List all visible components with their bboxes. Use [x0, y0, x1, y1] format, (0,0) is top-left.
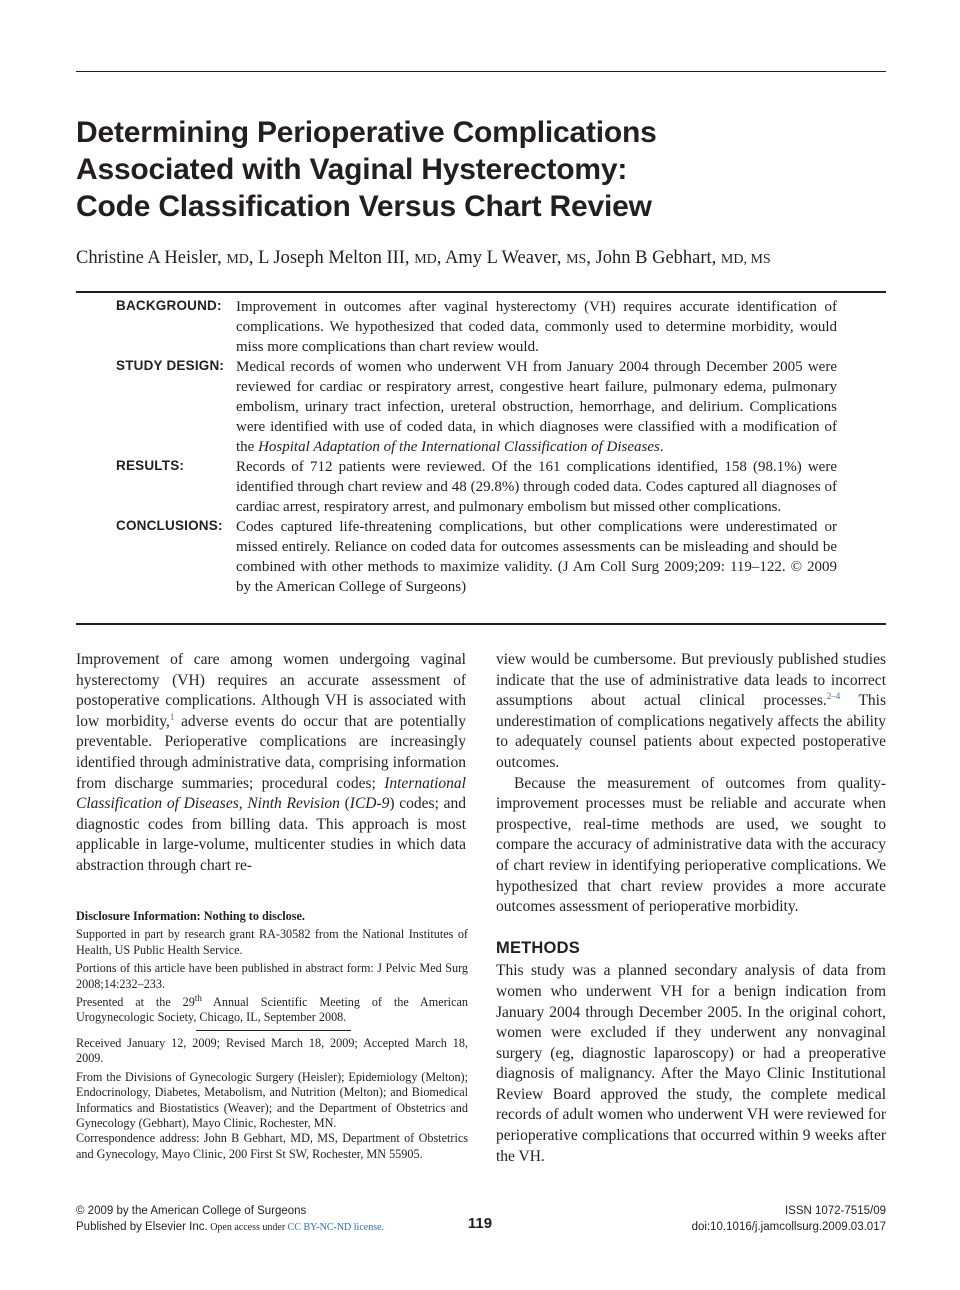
abstract-text	[236, 357, 837, 457]
title-line-1: Determining Perioperative Complications	[76, 116, 657, 149]
copyright-text: © 2009 by the American College of Surgeons	[76, 1205, 307, 1217]
abstract-text: Records of 712 patients were reviewed. Of the 161 complications identified, 158 (98.1%) were identified through chart review and 48 (29.8%) through coded data. Codes captured all diagnoses of cardiac arrest, respiratory arrest, and pulmonary embolism but missed other complications.	[236, 459, 837, 515]
abstract-label: CONCLUSIONS:	[116, 518, 223, 533]
publisher-line	[76, 1219, 384, 1236]
title-line-2: Associated with Vaginal Hysterectomy:	[76, 153, 628, 186]
abstract-label: BACKGROUND:	[116, 298, 222, 313]
author-list	[76, 245, 886, 273]
abstract-text: Improvement in outcomes after vaginal hysterectomy (VH) requires accurate identification of complications. We hypothesized that coded data, commonly used to determine morbidity, would miss more complications than chart review would.	[236, 299, 837, 355]
affiliation-note: From the Divisions of Gynecologic Surgery (Heisler); Epidemiology (Melton); Endocrinology, Diabetes, Metabolism, and Nutrition (Melton); and Biomedical Informatics and Biostatistics (Weaver); and the Department of Obstetrics and Gynecology (Gebhart), Mayo Clinic, Rochester, MN.	[76, 1069, 468, 1131]
author-degree: MD	[414, 252, 437, 267]
footer-right	[600, 1203, 886, 1235]
open-access-text: Open access under	[207, 1222, 288, 1233]
text-run: ) codes; and diagnostic codes from billing data. This approach is most applicable in large-volume, multicenter studies in which data abstraction through chart re-	[76, 795, 466, 874]
reference-link[interactable]: 2–4	[826, 691, 841, 702]
top-rule	[76, 71, 886, 72]
section-heading-methods: METHODS	[496, 938, 580, 957]
abstract-label: STUDY DESIGN:	[116, 358, 225, 373]
body-paragraph: Because the measurement of outcomes from quality-improvement processes must be reliable and accurate when prospective, real-time methods are used, we sought to compare the accuracy of administrative data with the accuracy of chart review in identifying perioperative complications. We hypothesized that chart review provides a more accurate outcomes assessment of perioperative morbidity.	[496, 774, 886, 916]
author-name: Amy L Weaver,	[444, 248, 567, 268]
text-run: Presented at the 29	[76, 995, 195, 1010]
footnote-separator	[196, 1030, 351, 1031]
footer-left	[76, 1203, 384, 1236]
text-run: adverse events do occur that are potentially preventable. Perioperative complications are increasingly identified through administrative data, comprising information from discharge summaries; procedural codes;	[76, 712, 466, 792]
abstract-background	[76, 297, 886, 357]
abstract-conclusions	[76, 517, 886, 597]
italic-run: ICD-9	[349, 795, 390, 813]
abstract-bottom-rule	[76, 623, 886, 625]
text-run: ,	[238, 795, 248, 813]
left-column	[76, 650, 466, 877]
author-name: L Joseph Melton III,	[258, 248, 415, 268]
author-separator: ,	[248, 248, 259, 268]
title-line-3: Code Classification Versus Chart Review	[76, 190, 652, 223]
text-run: This underestimation of complications negatively affects the ability to adequately counsel patients about expected postoperative outcomes.	[496, 692, 887, 771]
author-name: John B Gebhart,	[595, 248, 721, 268]
affiliation-notes	[76, 1036, 468, 1165]
portions-note: Portions of this article have been published in abstract form: J Pelvic Med Surg 2008;14:232–233.	[76, 961, 468, 991]
author-degree: MD	[226, 252, 249, 267]
abstract-top-rule	[76, 291, 886, 293]
author-name: Christine A Heisler,	[76, 248, 227, 268]
author-degree: MS	[566, 252, 587, 267]
author-separator: ,	[586, 248, 596, 268]
article-title	[76, 114, 896, 225]
received-note: Received January 12, 2009; Revised March 18, 2009; Accepted March 18, 2009.	[76, 1036, 468, 1066]
page-number: 119	[467, 1215, 493, 1232]
author-separator: ,	[436, 248, 445, 268]
body-paragraph	[496, 650, 886, 774]
text-run: Annual Scientific Meeting of the American Urogynecologic Society, Chicago, IL, September 2008.	[76, 995, 468, 1025]
presented-note	[76, 992, 468, 1026]
text-run: Medical records of women who underwent VH from January 2004 through December 2005 were reviewed for cardiac or respiratory arrest, congestive heart failure, pulmonary edema, pulmonary embolism, urinary tract infection, ureteral obstruction, hemorrhage, and delirium. Complications were identified with use of coded data, in which diagnoses were classified with a modification of the	[236, 359, 837, 455]
italic-run: Hospital Adaptation of the International Classification of Diseases	[258, 439, 660, 455]
correspondence-note: Correspondence address: John B Gebhart, MD, MS, Department of Obstetrics and Gynecology, Mayo Clinic, 200 First St SW, Rochester, MN 55905.	[76, 1131, 468, 1161]
abstract-label: RESULTS:	[116, 458, 185, 473]
text-run: Improvement of care among women undergoing vaginal hysterectomy (VH) requires an accurate assessment of postoperative complications. Although VH is associated with low morbidity,	[76, 651, 466, 730]
author-degree: MD, MS	[720, 252, 771, 267]
right-column	[496, 650, 886, 1167]
publisher-text: Published by Elsevier Inc.	[76, 1221, 208, 1233]
abstract-study-design	[76, 357, 886, 457]
doi-text[interactable]: doi:10.1016/j.jamcollsurg.2009.03.017	[691, 1221, 886, 1233]
text-run: (	[339, 795, 350, 813]
italic-run: Ninth Revision	[247, 795, 340, 813]
license-link[interactable]: CC BY-NC-ND license.	[287, 1222, 385, 1233]
footnotes	[76, 909, 468, 1029]
abstract	[76, 297, 886, 597]
body-paragraph: This study was a planned secondary analysis of data from women who underwent VH for a benign indication from January 2004 through December 2005. In the original cohort, women were excluded if they underwent any nonvaginal surgery (eg, diagnostic laparoscopy) or had a preoperative diagnosis of malignancy. After the Mayo Clinic Institutional Review Board approved the study, the complete medical records of adult women who underwent VH were reviewed for perioperative complications that occurred within 9 weeks after the VH.	[496, 962, 886, 1165]
superscript: th	[194, 992, 202, 1003]
text-run: view would be cumbersome. But previously published studies indicate that the use of administrative data leads to incorrect assumptions about actual clinical processes.	[496, 651, 886, 710]
body-paragraph	[76, 650, 466, 877]
abstract-results	[76, 457, 886, 517]
issn-text: ISSN 1072-7515/09	[784, 1205, 886, 1217]
abstract-text: Codes captured life-threatening complications, but other complications were underestimated or missed entirely. Reliance on coded data for outcomes assessments can be misleading and should be combined with other methods to maximize validity. (J Am Coll Surg 2009;209: 119–122. © 2009 by the American College of Surgeons)	[236, 519, 837, 595]
text-run: .	[659, 439, 664, 455]
italic-run: International Classification of Diseases	[76, 774, 466, 813]
reference-link[interactable]: 1	[169, 711, 175, 722]
disclosure-note: Disclosure Information: Nothing to disclose.	[76, 909, 305, 923]
support-note: Supported in part by research grant RA-30582 from the National Institutes of Health, US Public Health Service.	[76, 927, 468, 957]
